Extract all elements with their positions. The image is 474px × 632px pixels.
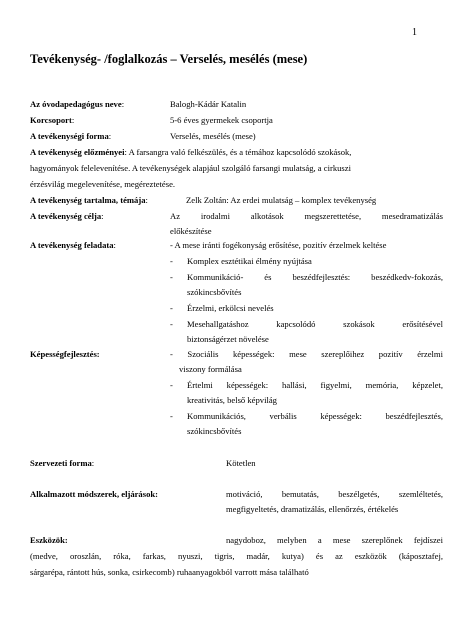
- skills-item-2-text-1: Kommunikációs, verbális képességek: beszédfejlesztés,: [187, 411, 443, 421]
- task-item-1-dash: -: [170, 256, 173, 266]
- skills-item-2: [170, 411, 443, 437]
- org-form-label: Szervezeti forma: [30, 458, 92, 468]
- task-item-1-text: Komplex esztétikai élmény nyújtása: [187, 256, 312, 266]
- skills-item-1-text-1: Értelmi képességek: hallási, figyelmi, memória, képzelet,: [187, 380, 443, 390]
- task-item-1: [170, 256, 443, 267]
- age-group-row: [30, 115, 74, 126]
- content-label: A tevékenység tartalma, témája: [30, 195, 146, 205]
- tools-line-1: nagydoboz, melyben a mese szereplőnek fejdíszei: [226, 535, 443, 545]
- age-group-value: 5-6 éves gyermekek csoportja: [170, 115, 273, 125]
- task-item-3-dash: -: [170, 303, 173, 313]
- form-colon: :: [108, 131, 112, 141]
- skills-item-2-text-2: szókincsbővítés: [187, 426, 242, 436]
- form-label: A tevékenységi forma: [30, 131, 109, 141]
- goal-line-2: előkészítése: [170, 226, 212, 236]
- tools-line-2: (medve, oroszlán, róka, farkas, nyuszi, tigris, madár, kutya) és az eszközök (káposztafej,: [30, 551, 443, 561]
- task-item-4-dash: -: [170, 319, 173, 329]
- task-first-line: - A mese iránti fogékonyság erősítése, pozitív érzelmek keltése: [170, 240, 387, 250]
- org-form-row: [30, 458, 94, 469]
- teacher-value: Balogh-Kádár Katalin: [170, 99, 247, 109]
- antecedents-line-1: [30, 147, 351, 158]
- skills-item-1-dash: -: [170, 380, 173, 390]
- form-value: Verselés, mesélés (mese): [170, 131, 256, 141]
- task-colon: :: [113, 240, 116, 250]
- task-item-2-text-1: Kommunikáció- és beszédfejlesztés: beszédkedv-fokozás,: [187, 272, 443, 282]
- task-label: A tevékenység feladata: [30, 240, 114, 250]
- skills-first-line-2: viszony formálása: [179, 364, 242, 374]
- task-item-2-text-2: szókincsbővítés: [187, 287, 242, 297]
- antecedents-label: A tevékenység előzményei: [30, 147, 125, 157]
- form-row: [30, 131, 111, 142]
- org-form-value: Kötetlen: [226, 458, 256, 468]
- task-item-4-text-2: biztonságérzet növelése: [187, 334, 269, 344]
- teacher-colon: :: [121, 99, 125, 109]
- skills-label: Képességfejlesztés:: [30, 349, 100, 359]
- content-colon: :: [145, 195, 148, 205]
- teacher-label: Az óvodapedagógus neve: [30, 99, 122, 109]
- page-title: Tevékenység- /foglalkozás – Verselés, mesélés (mese): [30, 52, 308, 66]
- goal-colon: :: [101, 211, 104, 221]
- skills-first-line-1: - Szociális képességek: mese szereplőihez pozitív érzelmi: [170, 349, 443, 359]
- task-row: [30, 240, 116, 251]
- task-item-4-text-1: Mesehallgatáshoz kapcsolódó szokások erősítésével: [187, 319, 443, 329]
- task-item-4: [170, 319, 443, 345]
- antecedents-text-1: : A farsangra való felkészülés, és a témához kapcsolódó szokások,: [124, 147, 352, 157]
- teacher-row: [30, 99, 124, 110]
- tools-line-3: sárgarépa, rántott hús, sonka, csirkecomb) ruhaanyagokból varrott mása található: [30, 567, 309, 577]
- content-row: [30, 195, 148, 206]
- tools-label: Eszközök:: [30, 535, 68, 545]
- methods-label: Alkalmazott módszerek, eljárások:: [30, 489, 159, 499]
- task-item-2: [170, 272, 443, 298]
- task-item-2-dash: -: [170, 272, 173, 282]
- task-item-3: [170, 303, 443, 314]
- age-group-colon: :: [71, 115, 75, 125]
- skills-item-1-text-2: kreativitás, belső képvilág: [187, 395, 277, 405]
- org-form-colon: :: [91, 458, 95, 468]
- content-value: Zelk Zoltán: Az erdei mulatság – komplex tevékenység: [186, 195, 377, 205]
- methods-line-1: motiváció, bemutatás, beszélgetés, szemléltetés,: [226, 489, 443, 499]
- page-number: 1: [412, 27, 417, 38]
- goal-line-1: Az irodalmi alkotások megszerettetése, mesedramatizálás: [170, 211, 443, 221]
- antecedents-line-3: érzésvilág megelevenítése, megéreztetése.: [30, 179, 176, 189]
- skills-item-1: [170, 380, 443, 406]
- task-item-3-text: Érzelmi, erkölcsi nevelés: [187, 303, 274, 313]
- age-group-label: Korcsoport: [30, 115, 72, 125]
- antecedents-line-2: hagyományok felelevenítése. A tevékenységek alapjául szolgáló farsangi mulatság, a cirkuszi: [30, 163, 351, 173]
- skills-item-2-dash: -: [170, 411, 173, 421]
- methods-line-2: megfigyeltetés, dramatizálás, ellenőrzés, értékelés: [226, 504, 399, 514]
- goal-label: A tevékenység célja: [30, 211, 102, 221]
- goal-row: [30, 211, 104, 222]
